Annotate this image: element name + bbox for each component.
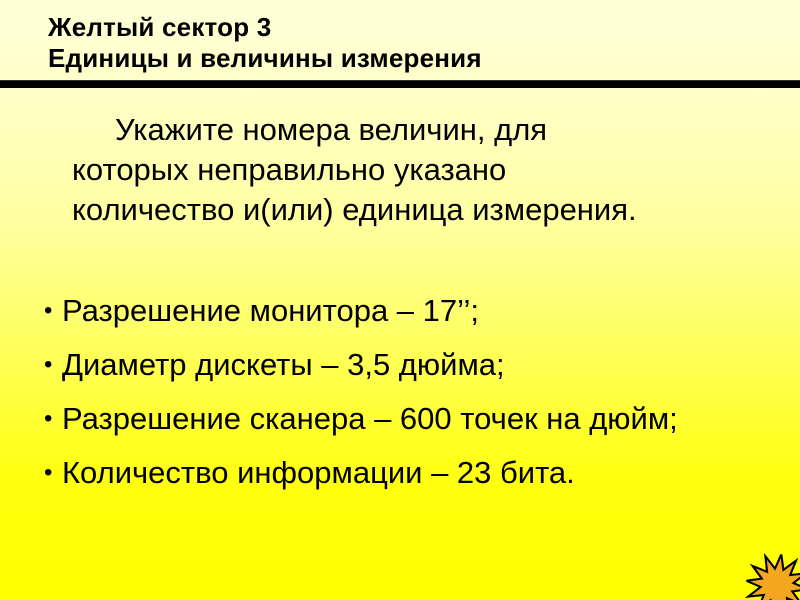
list-item	[44, 400, 744, 437]
bullet-icon: •	[44, 351, 53, 378]
bullet-text: Количество информации – 23 бита.	[62, 455, 575, 490]
title-divider	[0, 80, 800, 88]
list-item	[44, 292, 744, 329]
slide-title	[48, 12, 482, 74]
bullet-list	[44, 292, 744, 508]
slide-title-line-2: Единицы и величины измерения	[48, 43, 482, 73]
intro-line: Укажите номера величин, для	[115, 112, 548, 147]
bullet-text: Разрешение сканера – 600 точек на дюйм;	[62, 401, 678, 436]
list-item	[44, 346, 744, 383]
bullet-text: Разрешение монитора – 17’’;	[62, 293, 479, 328]
list-item	[44, 454, 744, 491]
bullet-icon: •	[44, 405, 53, 432]
intro-line: количество и(или) единица измерения.	[72, 192, 637, 227]
slide-title-line-1: Желтый сектор 3	[48, 12, 272, 42]
intro-line: которых неправильно указано	[72, 152, 507, 187]
starburst-icon	[742, 550, 800, 600]
bullet-icon: •	[44, 459, 53, 486]
starburst-shape	[742, 550, 800, 600]
bullet-icon: •	[44, 297, 53, 324]
intro-paragraph	[72, 110, 762, 230]
bullet-text: Диаметр дискеты – 3,5 дюйма;	[62, 347, 505, 382]
